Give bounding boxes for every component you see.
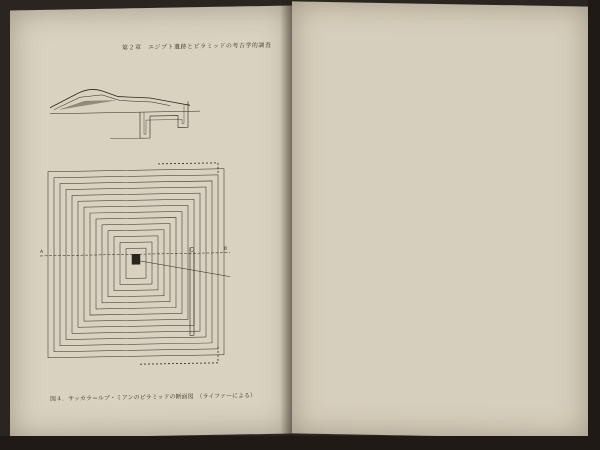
text-column (529, 48, 537, 378)
text-column (419, 48, 427, 378)
text-column (507, 48, 515, 378)
text-column (342, 48, 350, 378)
left-page (10, 6, 292, 439)
text-column (485, 48, 493, 378)
text-column (353, 48, 361, 378)
text-column (474, 48, 482, 378)
text-column (364, 48, 372, 378)
svg-text:B: B (224, 246, 228, 252)
text-column (518, 48, 526, 378)
text-column (408, 48, 416, 378)
svg-text:A: A (40, 249, 44, 255)
figure-caption: 図４．サッカラ＝ルブ・ミアンのピラミッドの断面図 （ライファーによる） (50, 392, 257, 403)
text-column (320, 48, 328, 378)
text-column (386, 48, 394, 378)
book-edge-right (588, 0, 600, 450)
enclosure-wall (140, 163, 218, 364)
text-column (540, 48, 548, 378)
text-column (463, 48, 471, 378)
pyramid-plan-figure (40, 77, 230, 380)
running-head: 第２章 エジプト遺跡とピラミッドの考古学的調査 (122, 41, 272, 52)
text-column (430, 48, 438, 378)
text-column (375, 48, 383, 378)
text-column (551, 48, 559, 378)
text-column (496, 48, 504, 378)
text-column (331, 48, 339, 378)
right-page-text-block (300, 48, 568, 408)
book-edge-bottom (0, 436, 600, 450)
plan-drawing (48, 169, 224, 358)
text-column (452, 48, 460, 378)
cross-section-drawing (50, 88, 200, 140)
text-column (562, 48, 570, 378)
text-column (309, 48, 317, 378)
text-column (397, 48, 405, 378)
text-column (441, 48, 449, 378)
